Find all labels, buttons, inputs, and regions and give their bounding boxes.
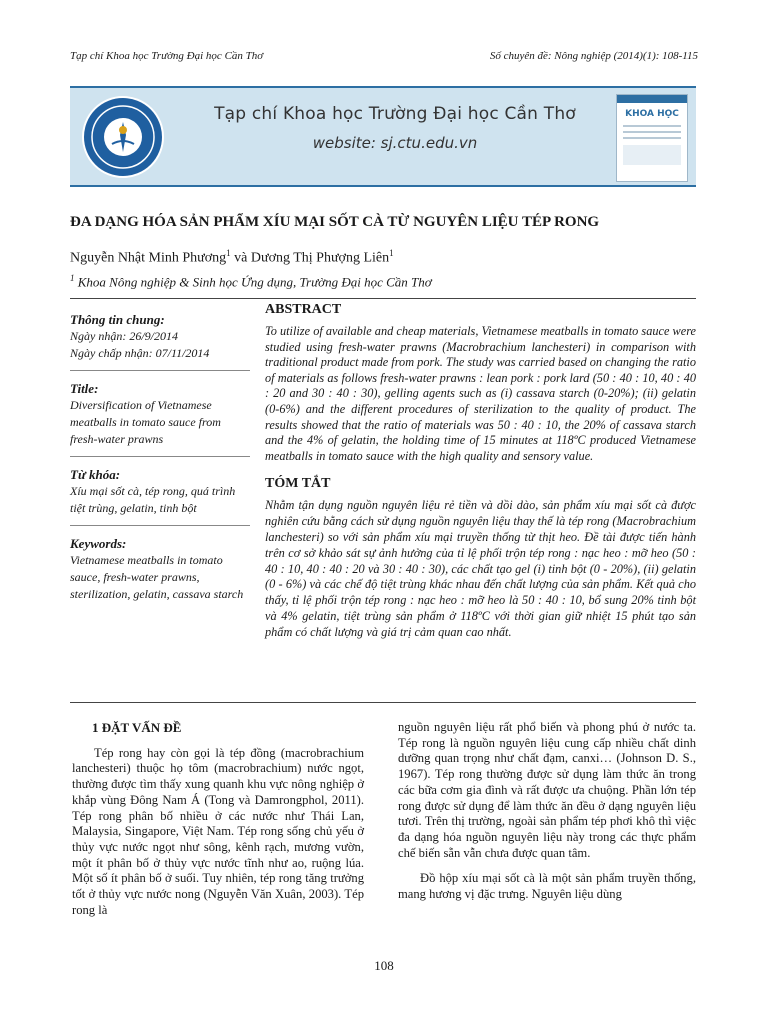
journal-banner	[70, 86, 696, 187]
body-paragraph: nguồn nguyên liệu rất phổ biến và phong phú ở nước ta. Tép rong là nguồn nguyên liệu cung cấp nhiều chất dinh dưỡng quan trọng như chất đạm, canxi… (Johnson D. S., 1967). Tép rong thường được sử dụng làm thức ăn trong các bữa cơm gia đình và rất được ưa chuộng. Phần lớn tép rong được sử dụng để làm thức ăn đều ở dạng nguyên liệu tươi. Trên thị trường, ngoài sản phẩm tép phơi khô thì việc đa dạng hóa nguồn nguyên liệu này trong các thực phẩm chế biến sẵn vẫn chưa được quan tâm.	[398, 720, 696, 860]
page-number: 108	[374, 958, 394, 973]
keywords-en-block	[70, 536, 250, 611]
keywords-vi-block	[70, 467, 250, 526]
cover-title: KHOA HỌC	[625, 109, 679, 119]
article-info-column	[70, 312, 250, 621]
title-en-block	[70, 381, 250, 457]
general-info-heading: Thông tin chung:	[70, 312, 165, 327]
tomtat-text: Nhằm tận dụng nguồn nguyên liệu rẻ tiền và dồi dào, sản phẩm xíu mại sốt cà được nghiên cứu bằng cách sử dụng nguồn nguyên liệu thay thế là tép rong (Macrobrachium lanchesteri) so với sản phẩm xíu mại truyền thống từ thịt heo. Đề tài được tiến hành trên cơ sở khảo sát sự ảnh hưởng của tỉ lệ phối trộn tép rong : nạc heo : mỡ heo (50 : 40 : 10, 40 : 40 : 20 và 30 : 40 : 30), các chất tạo gel (i) tinh bột (0 - 20%), (ii) gelatin (0 - 6%) và các chế độ tiệt trùng khác nhau đến chất lượng của sản phẩm. Kết quả cho thấy, tỉ lệ phối trộn tép rong : nạc heo : mỡ heo là 50 : 40 : 10, bổ sung 20% tinh bột và 4% gelatin, tiệt trùng sản phẩm ở 118ºC với thời gian giữ nhiệt 15 phút tạo sản phẩm có chất lượng và giá trị cảm quan cao nhất.	[265, 498, 696, 639]
abstract-column	[265, 302, 696, 641]
accepted-date: Ngày chấp nhận: 07/11/2014	[70, 346, 210, 360]
body-paragraph: Tép rong hay còn gọi là tép đồng (macrobrachium lanchesteri) thuộc họ tôm (macrobrachium) nước ngọt, thường được tìm thấy xung quanh khu vực nông nghiệp ở khắp vùng Đông Nam Á (Tong và Damrongphol, 2011). Tép rong phân bố nhiều ở các nước như Thái Lan, Malaysia, Singapore, Việt Nam. Tép rong sống chủ yếu ở thủy vực nước ngọt như sông, kênh rạch, mương vườn, một ít phân bố ở thủy vực nước tĩnh như ao, ruộng lúa. Một số ít phân bố ở suối. Tuy nhiên, tép rong tăng trưởng tốt ở thủy vực nước nong (Nguyễn Văn Xuân, 2003). Tép rong là	[72, 745, 364, 917]
body-column-left	[72, 720, 364, 918]
university-seal-icon	[88, 102, 158, 172]
author-name: Dương Thị Phượng Liên	[250, 250, 390, 266]
section-heading: 1 ĐẶT VẤN ĐỀ	[92, 720, 182, 735]
body-column-right	[398, 720, 696, 903]
paper-title: ĐA DẠNG HÓA SẢN PHẨM XÍU MẠI SỐT CÀ TỪ NGUYÊN LIỆU TÉP RONG	[70, 214, 600, 230]
general-info-block	[70, 312, 250, 371]
body-paragraph: Đồ hộp xíu mại sốt cà là một sản phẩm truyền thống, mang hương vị đặc trưng. Nguyên liệu dùng	[398, 871, 696, 902]
received-date: Ngày nhận: 26/9/2014	[70, 329, 178, 343]
journal-running-title: Tạp chí Khoa học Trường Đại học Cần Thơ	[70, 50, 264, 62]
tomtat-heading: TÓM TẮT	[265, 476, 331, 492]
university-logo	[82, 96, 164, 178]
banner-journal-name: Tạp chí Khoa học Trường Đại học Cần Thơ	[214, 104, 576, 124]
banner-website[interactable]: website: sj.ctu.edu.vn	[312, 134, 478, 152]
divider	[70, 702, 696, 703]
author-list: Nguyễn Nhật Minh Phương$^1$ và Dương Thị Phượng Liên$^1$	[70, 248, 394, 266]
author-name: Nguyễn Nhật Minh Phương	[70, 250, 227, 266]
abstract-text: To utilize of available and cheap materials, Vietnamese meatballs in tomato sauce were studied using fresh-water prawns (Macrobrachium lanchesteri) in comparison with traditional product made from pork. The study was carried based on changing the ratio of materials as follows fresh-water prawns : lean pork : pork lard (50 : 40 : 10, 40 : 40 : 20 and 30 : 40 : 30), gelling agents such as (i) cassava starch (0-20%); (ii) gelatin (0-6%) and the different procedures of sterilization to the quality of product. The results showed that the ratio of materials was 50 : 40 : 10, the 20% of cassava starch and the 4% of gelatin, the holding time of 15 minutes at 118ºC produced Vietnamese meatballs in tomato sauce with the high quality and sensory value.	[265, 324, 696, 463]
journal-cover-thumbnail	[616, 94, 688, 182]
divider	[70, 298, 696, 299]
issue-info: Số chuyên đề: Nông nghiệp (2014)(1): 108-115	[489, 50, 698, 62]
title-en-text: Diversification of Vietnamese meatballs in tomato sauce from fresh-water prawns	[70, 398, 221, 446]
keywords-en-text: Vietnamese meatballs in tomato sauce, fresh-water prawns, sterilization, gelatin, cassava starch	[70, 553, 244, 601]
running-header	[70, 50, 698, 62]
title-en-heading: Title:	[70, 381, 99, 396]
abstract-heading: ABSTRACT	[265, 302, 342, 317]
keywords-en-heading: Keywords:	[70, 536, 127, 551]
keywords-vi-text: Xíu mại sốt cà, tép rong, quá trình tiệt trùng, gelatin, tinh bột	[70, 484, 236, 515]
affiliation: $^1$ Khoa Nông nghiệp & Sinh học Ứng dụng, Trường Đại học Cần Thơ	[70, 273, 432, 290]
keywords-vi-heading: Từ khóa:	[70, 467, 121, 482]
